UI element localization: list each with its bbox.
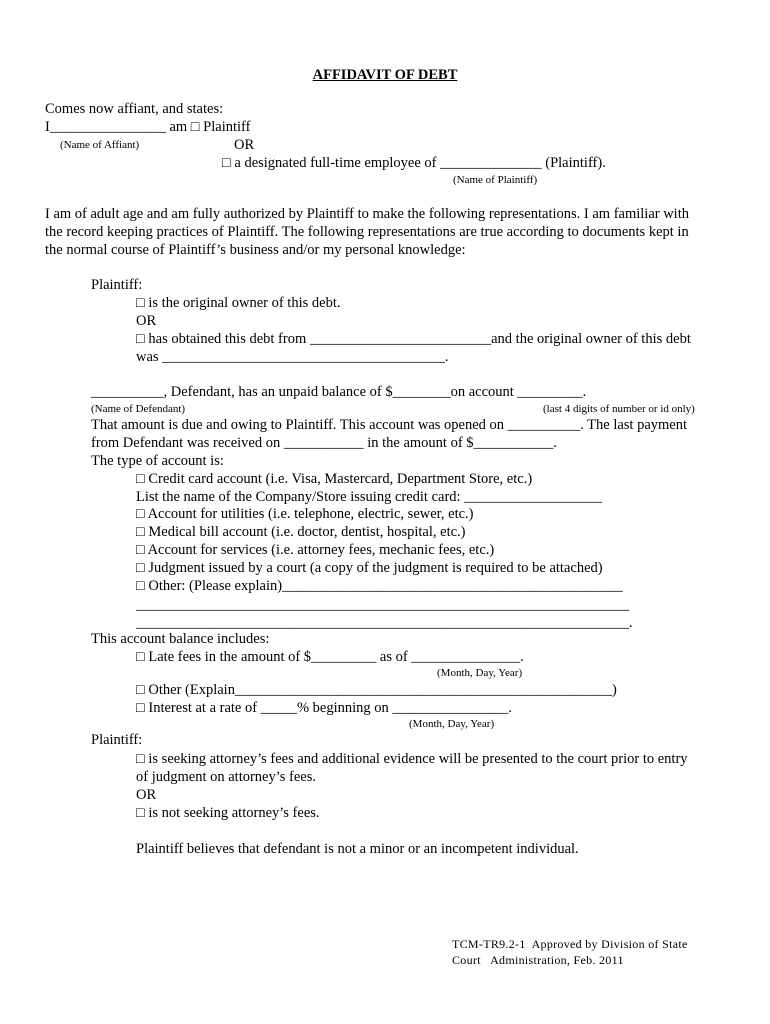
document-title: AFFIDAVIT OF DEBT	[312, 67, 458, 83]
account-type-label: The type of account is:	[91, 453, 224, 469]
last-4-digits-caption: (last 4 digits of number or id only)	[543, 403, 695, 415]
obtained-debt-option: □ has obtained this debt from _________________________and the original owner of this debt	[136, 331, 691, 347]
explain-blank-line-1: ____________________________________________________________________	[136, 597, 629, 613]
form-number-footer: TCM-TR9.2-1 Approved by Division of State	[452, 937, 688, 951]
intro-line-1: Comes now affiant, and states:	[45, 101, 224, 117]
defendant-balance-line: __________, Defendant, has an unpaid balance of $________on account _________.	[91, 384, 587, 400]
late-fees-date-caption: (Month, Day, Year)	[437, 667, 523, 679]
name-of-defendant-caption: (Name of Defendant)	[91, 403, 186, 415]
seeking-fees-continued: of judgment on attorney’s fees.	[136, 769, 316, 785]
medical-bill-option: □ Medical bill account (i.e. doctor, dentist, hospital, etc.)	[136, 524, 466, 540]
attorney-fees-label: Plaintiff:	[91, 732, 143, 748]
explain-blank-line-2: ____________________________________________________________________.	[136, 615, 633, 631]
representation-para-line-1: I am of adult age and am fully authorized by Plaintiff to make the following representations. I am familiar with	[45, 206, 689, 222]
original-owner-option: □ is the original owner of this debt.	[136, 295, 341, 311]
late-fees-option: □ Late fees in the amount of $_________ as of _______________.	[136, 649, 524, 665]
services-option: □ Account for services (i.e. attorney fees, mechanic fees, etc.)	[136, 542, 495, 558]
other-explain-option: □ Other: (Please explain)_______________________________________________	[136, 578, 623, 594]
utilities-option: □ Account for utilities (i.e. telephone, electric, sewer, etc.)	[136, 506, 474, 522]
plaintiff-or: OR	[136, 313, 157, 329]
closing-statement: Plaintiff believes that defendant is not a minor or an incompetent individual.	[136, 841, 579, 857]
plaintiff-section-label: Plaintiff:	[91, 277, 143, 293]
not-seeking-fees-option: □ is not seeking attorney’s fees.	[136, 805, 320, 821]
credit-card-option: □ Credit card account (i.e. Visa, Mastercard, Department Store, etc.)	[136, 471, 533, 487]
judgment-option: □ Judgment issued by a court (a copy of the judgment is required to be attached)	[136, 560, 603, 576]
representation-para-line-3: the normal course of Plaintiff’s business and/or my personal knowledge:	[45, 242, 466, 258]
last-payment-line: from Defendant was received on ___________ in the amount of $___________.	[91, 435, 557, 451]
interest-date-caption: (Month, Day, Year)	[409, 718, 495, 730]
other-balance-option: □ Other (Explain____________________________________________________)	[136, 682, 617, 698]
affiant-line: I________________ am □ Plaintiff	[45, 119, 251, 135]
employee-line: □ a designated full-time employee of ______________ (Plaintiff).	[222, 155, 606, 171]
attorney-fees-or: OR	[136, 787, 157, 803]
amount-due-line: That amount is due and owing to Plaintiff. This account was opened on __________. The last payment	[91, 417, 688, 433]
balance-includes-label: This account balance includes:	[91, 631, 270, 647]
representation-para-line-2: the record keeping practices of Plaintiff. The following representations are true according to documents kept in	[45, 224, 689, 240]
company-store-line: List the name of the Company/Store issuing credit card: ___________________	[136, 489, 602, 505]
court-administration-footer: Court Administration, Feb. 2011	[452, 953, 624, 967]
name-of-affiant-caption: (Name of Affiant)	[60, 139, 140, 151]
name-of-plaintiff-caption: (Name of Plaintiff)	[453, 174, 538, 186]
interest-option: □ Interest at a rate of _____% beginning on ________________.	[136, 700, 513, 716]
seeking-fees-option: □ is seeking attorney’s fees and additional evidence will be presented to the court prior to entry	[136, 751, 688, 767]
intro-or: OR	[234, 137, 255, 153]
original-owner-was-line: was _______________________________________.	[136, 349, 449, 365]
